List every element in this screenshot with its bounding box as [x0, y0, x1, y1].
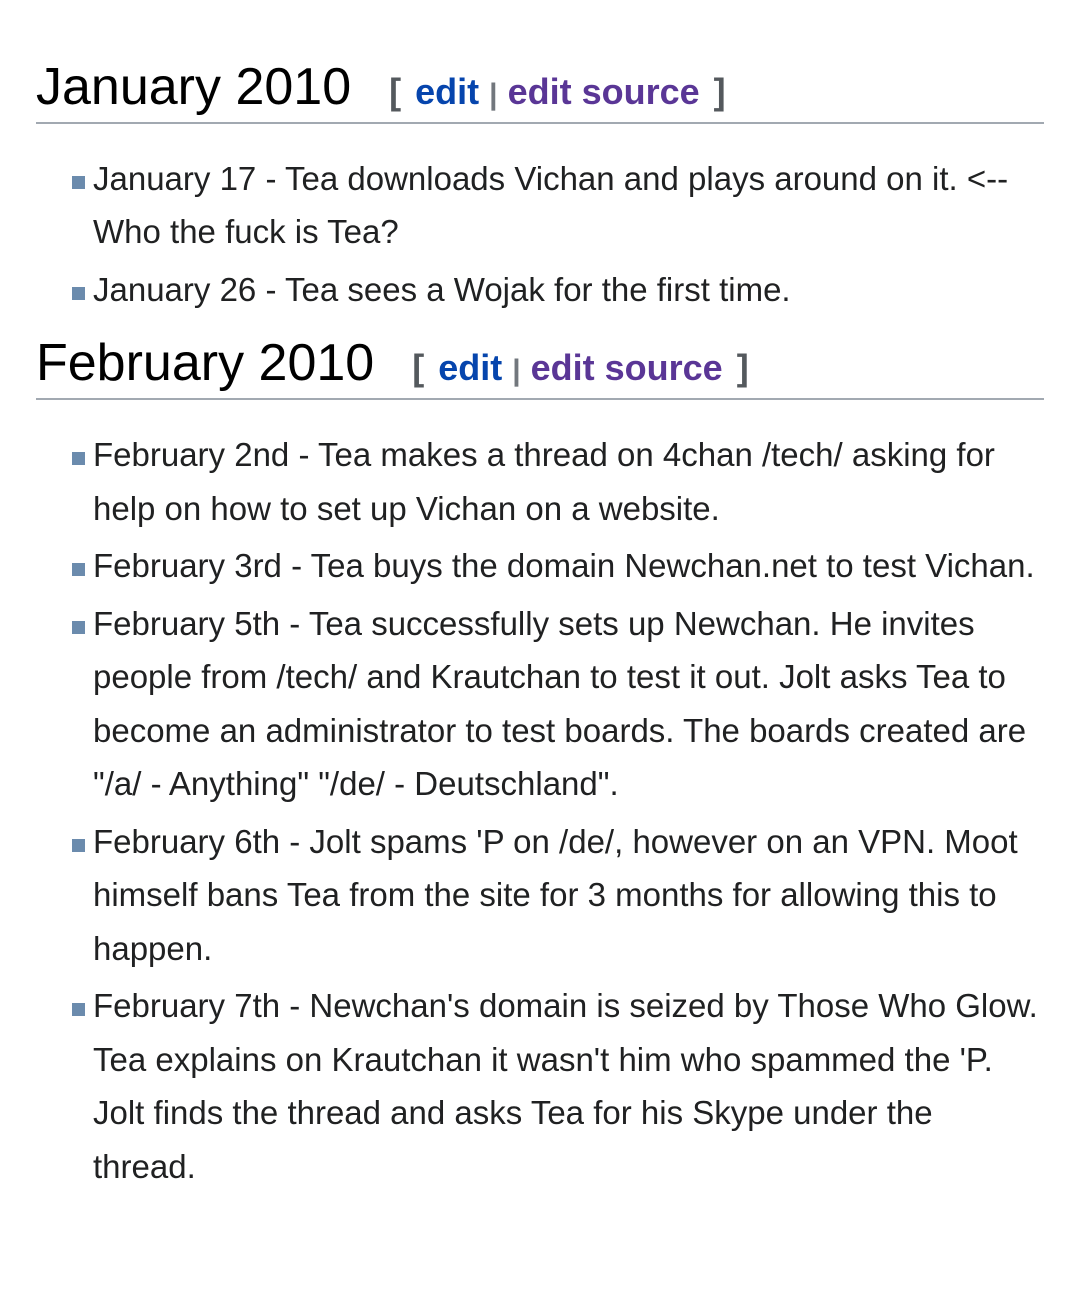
list-item — [93, 815, 1044, 976]
list-item — [93, 263, 1044, 317]
bracket-close: ] — [713, 71, 726, 112]
bracket-open: [ — [412, 347, 425, 389]
event-list — [36, 152, 1044, 317]
section-title: February 2010 — [36, 334, 375, 393]
square-bullet-icon — [72, 1003, 85, 1016]
event-list — [36, 428, 1044, 1193]
list-item — [93, 597, 1044, 811]
list-item — [93, 152, 1044, 259]
edit-source-link[interactable]: edit source — [507, 71, 700, 112]
square-bullet-icon — [72, 452, 85, 465]
section-title: January 2010 — [36, 58, 352, 116]
list-item-text: February 2nd - Tea makes a thread on 4chan /tech/ asking for help on how to set up Vichan on a website. — [93, 436, 995, 527]
list-item-text: January 26 - Tea sees a Wojak for the first time. — [93, 270, 791, 308]
list-item-text: February 6th - Jolt spams 'P on /de/, however on an VPN. Moot himself bans Tea from the site for 3 months for allowing this to happen. — [93, 822, 1018, 967]
list-item-text: January 17 - Tea downloads Vichan and plays around on it. <-- Who the fuck is Tea? — [93, 159, 1009, 251]
bracket-open: [ — [389, 71, 402, 112]
square-bullet-icon — [72, 621, 85, 634]
square-bullet-icon — [72, 176, 85, 189]
section-january-2010 — [36, 0, 1044, 316]
list-item — [93, 979, 1044, 1193]
section-heading — [36, 58, 1044, 124]
square-bullet-icon — [72, 839, 85, 852]
section-february-2010 — [36, 320, 1044, 1193]
section-heading — [36, 334, 1044, 400]
edit-section-links — [389, 71, 726, 113]
link-separator: | — [512, 354, 521, 388]
list-item-text: February 5th - Tea successfully sets up Newchan. He invites people from /tech/ and Krautchan to test it out. Jolt asks Tea to become an administrator to test boards. The boards created are "/a/ - Anything" "/de/ - Deutschland". — [93, 604, 1027, 803]
bracket-close: ] — [736, 347, 749, 389]
list-item-text: February 3rd - Tea buys the domain Newchan.net to test Vichan. — [93, 547, 1035, 585]
list-item-text: February 7th - Newchan's domain is seized by Those Who Glow. Tea explains on Krautchan it wasn't him who spammed the 'P. Jolt finds the thread and asks Tea for his Skype under the thread. — [93, 987, 1038, 1185]
square-bullet-icon — [72, 563, 85, 576]
edit-link[interactable]: edit — [438, 347, 503, 389]
square-bullet-icon — [72, 287, 85, 300]
edit-section-links — [412, 347, 749, 389]
link-separator: | — [489, 78, 498, 111]
edit-source-link[interactable]: edit source — [530, 347, 723, 389]
list-item — [93, 428, 1044, 535]
edit-link[interactable]: edit — [415, 71, 480, 112]
list-item — [93, 539, 1044, 593]
